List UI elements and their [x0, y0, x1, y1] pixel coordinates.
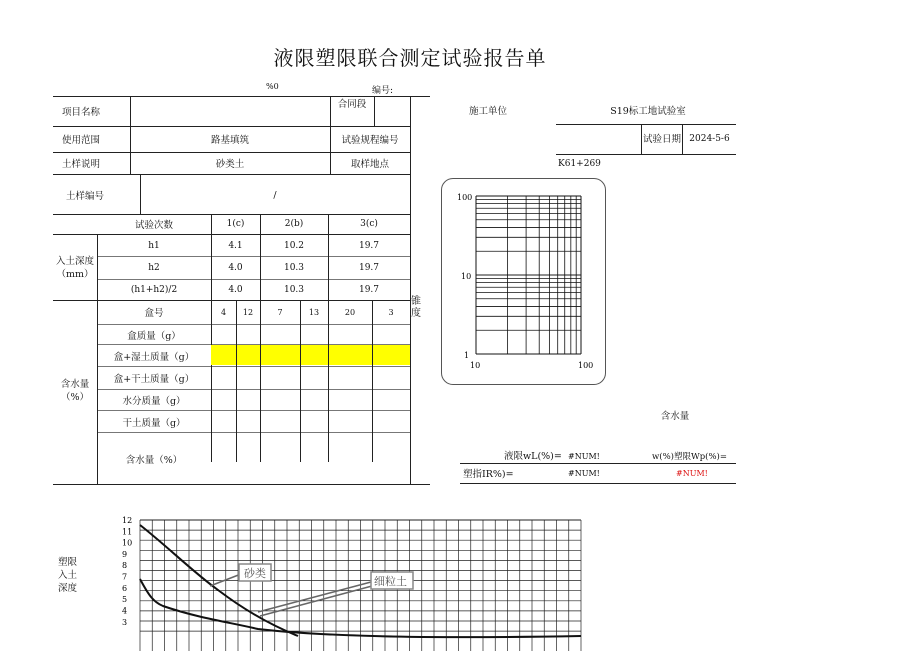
bottom-y-tick-7: 7 — [122, 572, 128, 582]
row-h1-v2: 10.2 — [283, 240, 305, 251]
bottom-chart-ylabel: 塑限入土深度 — [58, 557, 78, 594]
sample-place-label: 取样地点 — [350, 159, 389, 170]
row-avg-v2: 10.3 — [283, 285, 305, 295]
box-no-1: 4 — [220, 307, 227, 317]
moisture-row-6: 含水量（%） — [125, 454, 183, 466]
bottom-y-tick-10: 10 — [122, 538, 133, 548]
row-h2-v1: 4.0 — [228, 263, 243, 273]
test-date-value: 2024-5-6 — [689, 134, 730, 144]
plasticity-value: #NUM! — [568, 468, 600, 478]
box-no-5: 20 — [344, 307, 356, 317]
bottom-y-tick-3: 3 — [122, 617, 128, 627]
row-h2-label: h2 — [148, 263, 160, 273]
soil-desc-value: 砂类土 — [215, 159, 245, 170]
box-no-2: 12 — [242, 307, 254, 317]
serial-label: 编号: — [372, 86, 394, 96]
test-count-label: 试验次数 — [134, 220, 173, 231]
callout-sand: 砂类 — [244, 567, 266, 580]
log-y-tick-100: 100 — [457, 193, 473, 202]
box-no-label: 盒号 — [144, 308, 164, 319]
log-y-tick-10: 10 — [461, 272, 472, 281]
use-scope-value: 路基填筑 — [210, 135, 249, 146]
project-name-label: 项目名称 — [62, 107, 101, 118]
log-y-tick-1: 1 — [464, 351, 470, 360]
soil-no-label: 土样编号 — [66, 191, 105, 202]
box-no-3: 7 — [277, 307, 283, 317]
test-col-2: 2(b) — [284, 219, 304, 229]
soil-no-value: / — [273, 189, 277, 201]
row-h1-label: h1 — [148, 240, 160, 251]
bottom-chart — [118, 514, 588, 651]
bottom-y-tick-6: 6 — [122, 583, 128, 593]
log-x-tick-10: 10 — [470, 361, 481, 370]
percent-mark: %0 — [266, 82, 279, 91]
moisture-row-1: 盒质量（g） — [127, 330, 181, 342]
row-h2-v2: 10.3 — [283, 263, 305, 273]
row-avg-v1: 4.0 — [228, 285, 243, 295]
bottom-y-tick-12: 12 — [122, 516, 133, 525]
bottom-y-tick-5: 5 — [122, 595, 128, 605]
penetration-label: 入土深度（mm） — [55, 256, 94, 280]
moisture-row-4: 水分质量（g） — [122, 396, 186, 407]
report-title: 液限塑限联合测定试验报告单 — [273, 46, 547, 70]
bottom-y-tick-8: 8 — [122, 561, 128, 571]
liquid-limit-label: 液限wL(%)= — [504, 451, 562, 462]
soil-desc-label: 土样说明 — [62, 159, 101, 170]
bottom-y-tick-11: 11 — [122, 527, 133, 537]
box-no-6: 3 — [388, 307, 394, 317]
bottom-y-tick-4: 4 — [122, 606, 128, 616]
test-col-1: 1(c) — [226, 219, 245, 229]
moisture-row-3: 盒+干土质量（g） — [113, 374, 195, 385]
highlighted-row — [211, 345, 410, 365]
row-h1-v1: 4.1 — [228, 240, 243, 251]
test-code-label: 试验规程编号 — [341, 135, 399, 146]
row-h1-v3: 19.7 — [358, 240, 380, 251]
test-date-label: 试验日期 — [642, 133, 681, 145]
moisture-label: 含水量（%） — [60, 379, 90, 403]
plasticity-value-red: #NUM! — [676, 468, 708, 478]
moisture-axis-label: 含水量 — [660, 411, 690, 422]
row-h2-v3: 19.7 — [358, 263, 380, 273]
callout-fine: 细粒土 — [374, 575, 407, 588]
contract-section-label: 合同段 — [337, 99, 367, 110]
location-value: K61+269 — [558, 159, 601, 169]
log-chart — [441, 178, 606, 386]
cone-label: 锥度 — [411, 296, 421, 319]
liquid-limit-value: #NUM! — [568, 451, 600, 461]
plasticity-label: 塑指IR%)= — [463, 469, 514, 480]
moisture-row-2: 盒+湿土质量（g） — [113, 351, 195, 363]
moisture-row-5: 干土质量（g） — [122, 417, 186, 429]
log-x-tick-100: 100 — [578, 361, 594, 370]
construction-unit-value: S19标工地试验室 — [610, 106, 686, 117]
box-no-4: 13 — [308, 307, 320, 317]
row-avg-label: (h1+h2)/2 — [130, 285, 178, 295]
use-scope-label: 使用范围 — [62, 135, 101, 146]
row-avg-v3: 19.7 — [358, 285, 380, 295]
construction-unit-label: 施工单位 — [468, 106, 507, 117]
plastic-limit-label: w(%)塑限Wp(%)= — [652, 452, 727, 462]
test-col-3: 3(c) — [360, 219, 378, 229]
bottom-y-tick-9: 9 — [122, 549, 128, 559]
